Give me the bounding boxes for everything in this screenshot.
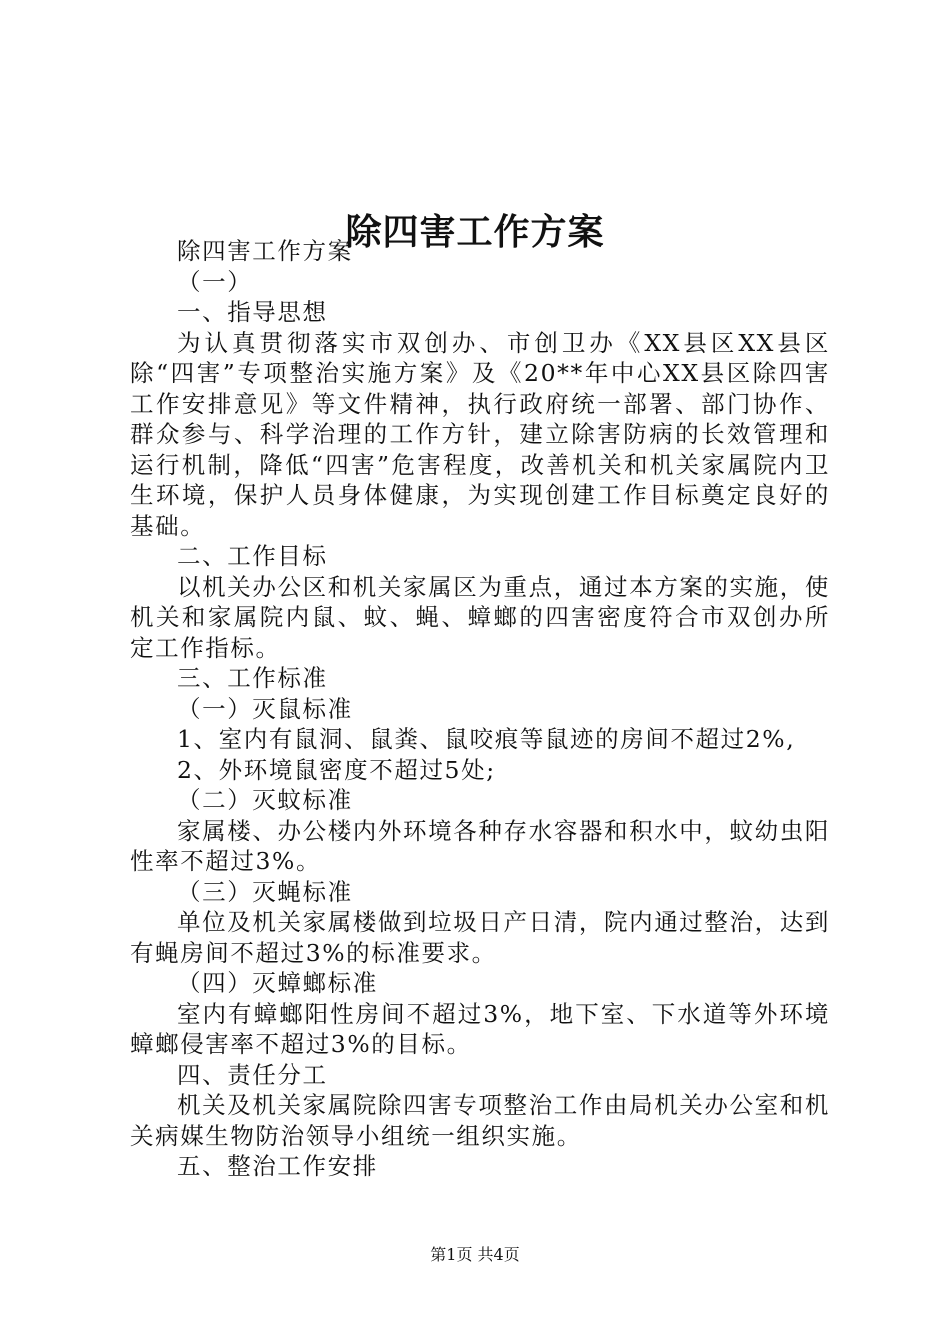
page-number: 第1页 共4页 bbox=[430, 1245, 520, 1264]
section-heading-guiding-ideology: 一、指导思想 bbox=[177, 298, 328, 326]
document-body bbox=[130, 236, 830, 1182]
section-heading-work-arrangement: 五、整治工作安排 bbox=[177, 1152, 378, 1180]
body-paragraph: 家属楼、办公楼内外环境各种存水容器和积水中，蚊幼虫阳性率不超过3%。 bbox=[130, 816, 830, 875]
body-paragraph: 以机关办公区和机关家属区为重点，通过本方案的实施，使机关和家属院内鼠、蚊、蝇、蟑螂的四害密度符合市双创办所定工作指标。 bbox=[130, 572, 830, 662]
section-heading-work-standards: 三、工作标准 bbox=[177, 664, 328, 692]
body-paragraph: 机关及机关家属院除四害专项整治工作由局机关办公室和机关病媒生物防治领导小组统一组织实施。 bbox=[130, 1091, 830, 1150]
subsection-heading-cockroach: （四）灭蟑螂标准 bbox=[177, 969, 378, 997]
list-item: 1、室内有鼠洞、鼠粪、鼠咬痕等鼠迹的房间不超过2%, bbox=[177, 725, 796, 753]
list-item: 2、外环境鼠密度不超过5处; bbox=[177, 755, 496, 784]
body-paragraph: 为认真贯彻落实市双创办、市创卫办《XX县区XX县区除“四害”专项整治实施方案》及《20**年中心XX县区除四害工作安排意见》等文件精神，执行政府统一部署、部门协作、群众参与、科学治理的工作方针，建立除害防病的长效管理和运行机制，降低“四害”危害程度，改善机关和机关家属院内卫生环境，保护人员身体健康，为实现创建工作目标奠定良好的基础。 bbox=[130, 328, 830, 540]
subtitle-paragraph: 除四害工作方案 bbox=[177, 237, 353, 265]
section-heading-work-goals: 二、工作目标 bbox=[177, 542, 328, 570]
subsection-heading-fly: （三）灭蝇标准 bbox=[177, 877, 353, 906]
page-title: 除四害工作方案 bbox=[345, 211, 605, 254]
part-marker: （一） bbox=[177, 267, 253, 296]
section-heading-responsibility: 四、责任分工 bbox=[177, 1060, 328, 1089]
body-paragraph: 单位及机关家属楼做到垃圾日产日清，院内通过整治，达到有蝇房间不超过3%的标准要求。 bbox=[130, 908, 830, 967]
body-paragraph: 室内有蟑螂阳性房间不超过3%，地下室、下水道等外环境蟑螂侵害率不超过3%的目标。 bbox=[130, 999, 830, 1058]
subsection-heading-rodent: （一）灭鼠标准 bbox=[177, 694, 353, 723]
subsection-heading-mosquito: （二）灭蚊标准 bbox=[177, 786, 353, 814]
